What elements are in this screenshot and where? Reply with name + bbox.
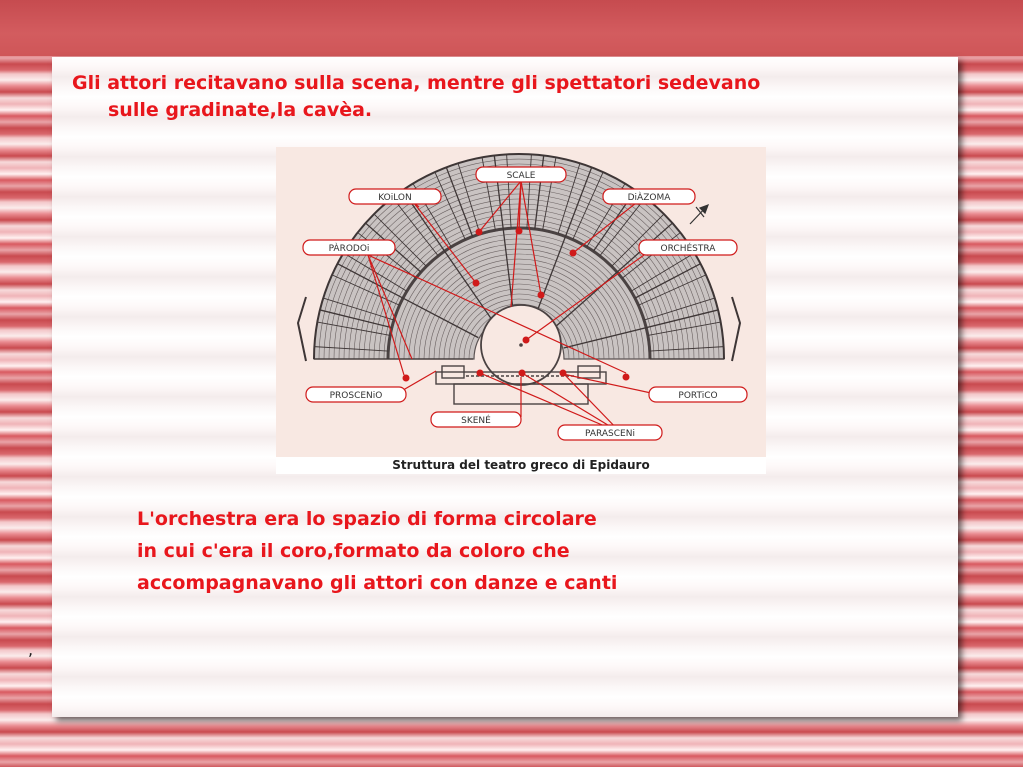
label-orchestra-text: ORCHÉSTRA bbox=[660, 244, 716, 254]
paragraph-line-1: L'orchestra era lo spazio di forma circolare bbox=[137, 508, 597, 530]
figure-caption: Struttura del teatro greco di Epidauro bbox=[276, 457, 766, 474]
label-parasceni-text: PARASCENi bbox=[585, 429, 635, 439]
north-arrow-icon bbox=[690, 205, 708, 224]
label-portico bbox=[649, 387, 747, 402]
label-koilon-text: KOiLON bbox=[378, 193, 412, 203]
heading-line-1: Gli attori recitavano sulla scena, mentre gli spettatori sedevano bbox=[72, 72, 761, 94]
label-parodoi-text: PÀRODOi bbox=[328, 244, 370, 254]
label-proscenio-text: PROSCENiO bbox=[329, 391, 383, 401]
paragraph-line-2: in cui c'era il coro,formato da coloro che bbox=[137, 540, 570, 562]
retaining-wall-left bbox=[298, 297, 306, 361]
theater-diagram bbox=[276, 147, 766, 474]
retaining-wall-right bbox=[732, 297, 740, 361]
heading-line-2: sulle gradinate,la cavèa. bbox=[108, 99, 373, 121]
label-skene-text: SKENÉ bbox=[461, 416, 491, 426]
label-scale-text: SCALE bbox=[506, 171, 536, 181]
label-skene bbox=[431, 412, 521, 427]
label-diazoma bbox=[603, 189, 695, 204]
label-portico-text: PORTiCO bbox=[678, 391, 718, 401]
top-band bbox=[0, 0, 1023, 56]
label-parasceni bbox=[558, 425, 662, 440]
label-orchestra bbox=[639, 240, 737, 255]
label-koilon bbox=[349, 189, 441, 204]
label-proscenio bbox=[306, 387, 406, 402]
label-diazoma-text: DiÀZOMA bbox=[627, 193, 671, 203]
stray-comma: , bbox=[28, 640, 34, 659]
slide-heading bbox=[72, 70, 912, 124]
theater-plan-svg bbox=[276, 147, 766, 457]
label-scale bbox=[476, 167, 566, 182]
orchestra-paragraph bbox=[137, 503, 837, 599]
paragraph-line-3: accompagnavano gli attori con danze e canti bbox=[137, 572, 618, 594]
label-parodoi bbox=[303, 240, 395, 255]
